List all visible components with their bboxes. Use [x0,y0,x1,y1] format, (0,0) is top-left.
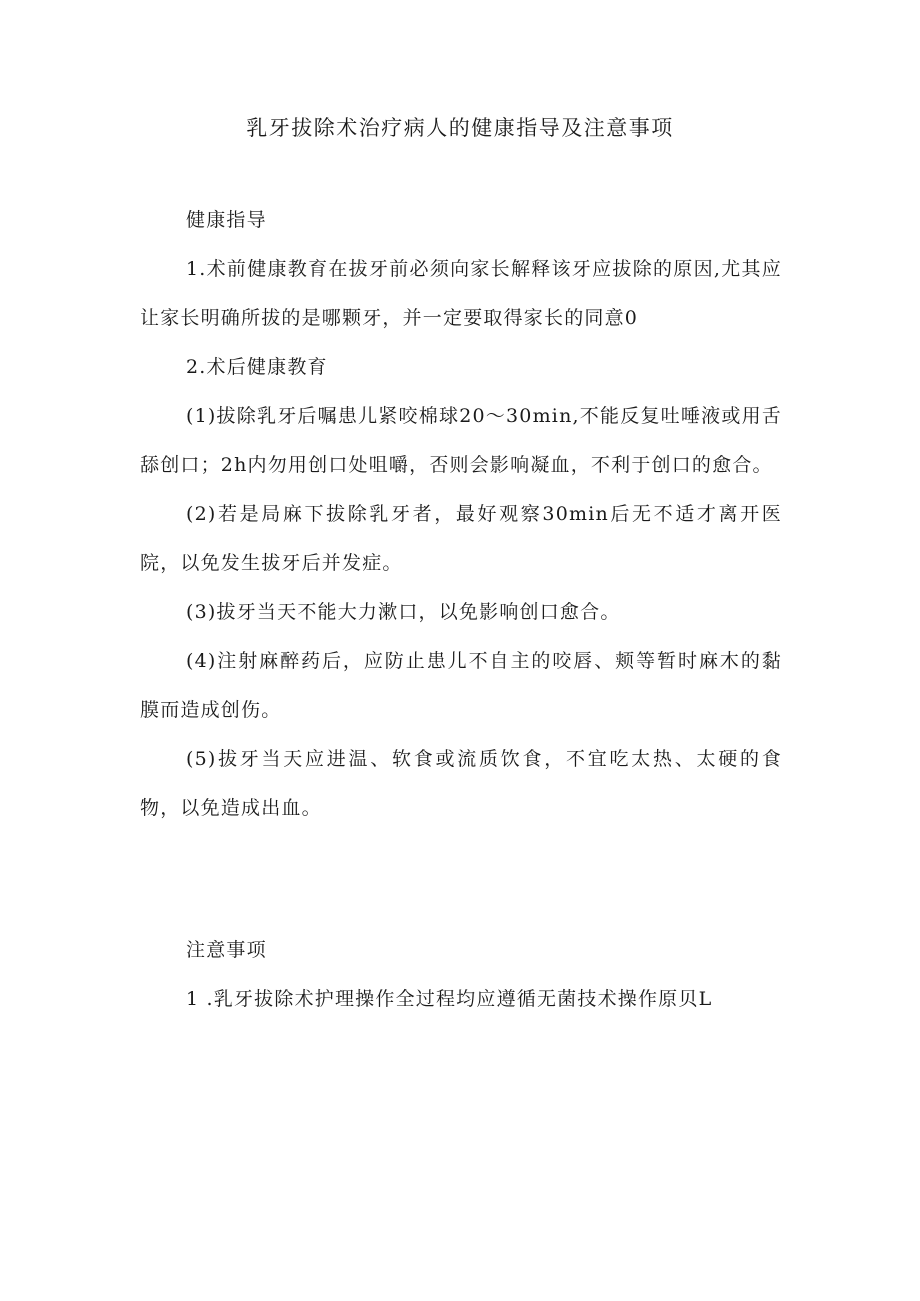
paragraph-aseptic-technique: 1 .乳牙拔除术护理操作全过程均应遵循无菌技术操作原贝L [186,988,713,1010]
paragraph-preop-education: 1.术前健康教育在拔牙前必须向家长解释该牙应拔除的原因,尤其应让家长明确所拔的是哪颗牙，并一定要取得家长的同意0 [140,258,782,329]
list-item-postop-2: (2)若是局麻下拔除乳牙者，最好观察30min后无不适才离开医院，以免发生拔牙后并发症。 [140,503,782,574]
section-health-guidance [140,196,782,833]
list-item-postop-5: (5)拔牙当天应进温、软食或流质饮食，不宜吃太热、太硬的食物，以免造成出血。 [140,748,782,819]
list-item-postop-4: (4)注射麻醉药后，应防止患儿不自主的咬唇、颊等暂时麻木的黏膜而造成创伤。 [140,650,782,721]
document-title: 乳牙拔除术治疗病人的健康指导及注意事项 [246,116,674,140]
section-heading-health-guidance: 健康指导 [186,209,267,231]
section-heading-precautions: 注意事项 [186,939,267,961]
paragraph-postop-heading: 2.术后健康教育 [186,356,328,378]
list-item-postop-3: (3)拔牙当天不能大力漱口，以免影响创口愈合。 [186,601,621,623]
section-precautions [140,926,782,1024]
list-item-postop-1: (1)拔除乳牙后嘱患儿紧咬棉球20～30min,不能反复吐唾液或用舌舔创口；2h内勿用创口处咀嚼，否则会影响凝血，不利于创口的愈合。 [140,405,782,476]
